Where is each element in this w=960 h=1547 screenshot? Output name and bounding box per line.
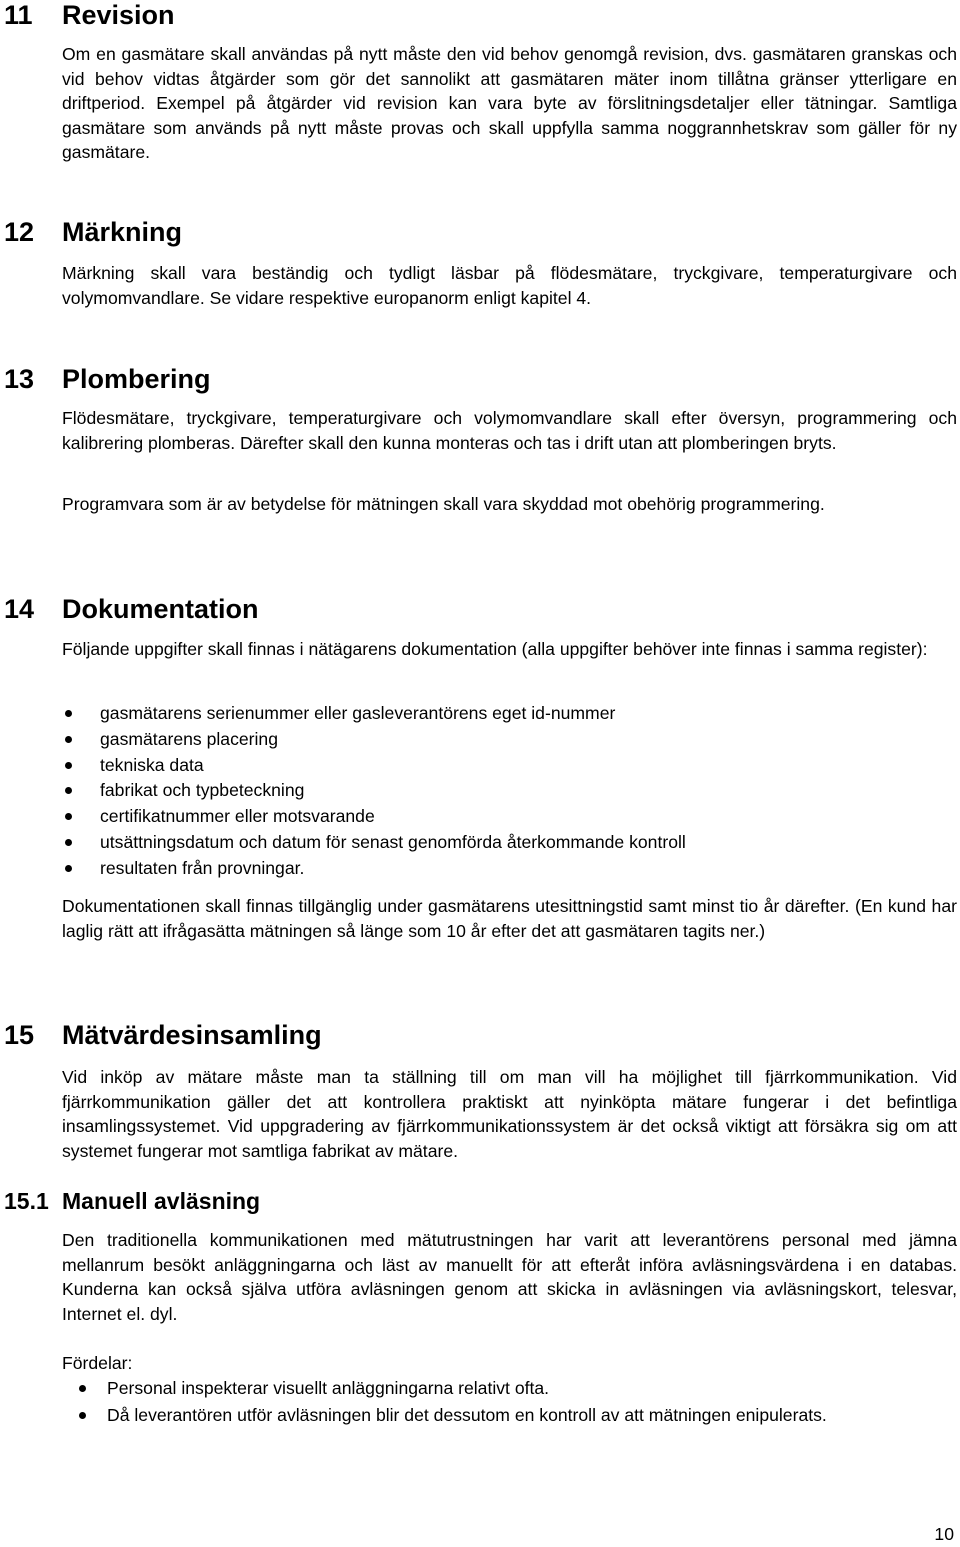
list-item: Personal inspekterar visuellt anläggningarna relativt ofta. bbox=[62, 1376, 957, 1402]
bullet-icon bbox=[65, 813, 72, 820]
section-15-heading bbox=[4, 1020, 322, 1050]
bullet-icon bbox=[65, 839, 72, 846]
section-13-paragraph-1: Flödesmätare, tryckgivare, temperaturgivare och volymomvandlare skall efter översyn, programmering och kalibrering plomberas. Därefter skall den kunna monteras och tas i drift utan att plomberingen bryts. bbox=[62, 408, 957, 453]
section-title: Märkning bbox=[62, 217, 183, 247]
section-12-heading bbox=[4, 217, 182, 247]
advantages-list bbox=[62, 1376, 957, 1429]
section-title: Plombering bbox=[62, 364, 211, 394]
section-12-paragraph: Märkning skall vara beständig och tydligt läsbar på flödesmätare, tryckgivare, temperaturgivare och volymomvandlare. Se vidare respektive europanorm enligt kapitel 4. bbox=[62, 263, 957, 308]
section-title: Manuell avläsning bbox=[62, 1188, 261, 1214]
bullet-icon bbox=[65, 787, 72, 794]
page-number: 10 bbox=[934, 1524, 954, 1544]
section-number: 14 bbox=[4, 594, 35, 624]
section-14-outro: Dokumentationen skall finnas tillgänglig under gasmätarens utesittningstid samt minst tio år därefter. (En kund har laglig rätt att ifrågasätta mätningen så länge som 10 år efter det att gasmätaren tagits ner.) bbox=[62, 896, 957, 941]
section-13-paragraph-2: Programvara som är av betydelse för mätningen skall vara skyddad mot obehörig programmering. bbox=[62, 494, 825, 514]
section-11-paragraph: Om en gasmätare skall användas på nytt måste den vid behov genomgå revision, dvs. gasmätaren granskas och vid behov vidtas åtgärder som gör det sannolikt att gasmätaren mäter inom tillåtna gränser ytterligare en driftperiod. Exempel på åtgärder vid revision kan vara byte av förslitningsdetaljer eller tätningar. Samtliga gasmätare som används på nytt måste provas och skall uppfylla samma noggrannhetskrav som gäller för ny gasmätare. bbox=[62, 44, 957, 163]
section-15-paragraph: Vid inköp av mätare måste man ta ställning till om man vill ha möjlighet till fjärrkommunikation. Vid fjärrkommunikation gäller det att kontrollera praktiskt att nyinköpta mätare fungerar i det befintliga insamlingssystemet. Vid uppgradering av fjärrkommunikationssystem är det också viktigt att försäkra sig om att systemet fungerar mot samtliga fabrikat av mätare. bbox=[62, 1067, 957, 1161]
section-number: 12 bbox=[4, 217, 35, 247]
list-item: gasmätarens placering bbox=[62, 727, 957, 753]
list-item: tekniska data bbox=[62, 753, 957, 779]
list-item: Då leverantören utför avläsningen blir det dessutom en kontroll av att mätningen enipulerats. bbox=[62, 1403, 957, 1429]
documentation-list bbox=[62, 701, 957, 882]
section-15-1-paragraph: Den traditionella kommunikationen med mätutrustningen har varit att leverantörens personal med jämna mellanrum besökt anläggningarna och läst av manuellt för att efteråt införa avläsningsvärdena i en databas. Kunderna kan också själva utföra avläsningen genom att skicka in avläsningen via avläsningskort, telesvar, Internet el. dyl. bbox=[62, 1230, 957, 1324]
list-item: resultaten från provningar. bbox=[62, 856, 957, 882]
bullet-icon bbox=[65, 762, 72, 769]
bullet-icon bbox=[65, 736, 72, 743]
section-11-heading bbox=[4, 0, 175, 30]
list-item: fabrikat och typbeteckning bbox=[62, 778, 957, 804]
section-number: 15.1 bbox=[4, 1188, 49, 1214]
list-item: utsättningsdatum och datum för senast genomförda återkommande kontroll bbox=[62, 830, 957, 856]
advantages-label: Fördelar: bbox=[62, 1353, 133, 1373]
bullet-icon bbox=[79, 1412, 86, 1419]
section-number: 11 bbox=[4, 0, 33, 30]
bullet-icon bbox=[79, 1385, 86, 1392]
section-title: Mätvärdesinsamling bbox=[62, 1020, 322, 1050]
list-item: gasmätarens serienummer eller gasleverantörens eget id-nummer bbox=[62, 701, 957, 727]
section-title: Revision bbox=[62, 0, 175, 30]
section-number: 13 bbox=[4, 364, 35, 394]
list-item: certifikatnummer eller motsvarande bbox=[62, 804, 957, 830]
section-14-heading bbox=[4, 594, 259, 624]
section-number: 15 bbox=[4, 1020, 35, 1050]
bullet-icon bbox=[65, 710, 72, 717]
section-15-1-heading bbox=[4, 1187, 260, 1215]
section-13-heading bbox=[4, 364, 211, 394]
bullet-icon bbox=[65, 865, 72, 872]
section-title: Dokumentation bbox=[62, 594, 259, 624]
section-14-intro: Följande uppgifter skall finnas i nätägarens dokumentation (alla uppgifter behöver inte finnas i samma register): bbox=[62, 639, 928, 659]
